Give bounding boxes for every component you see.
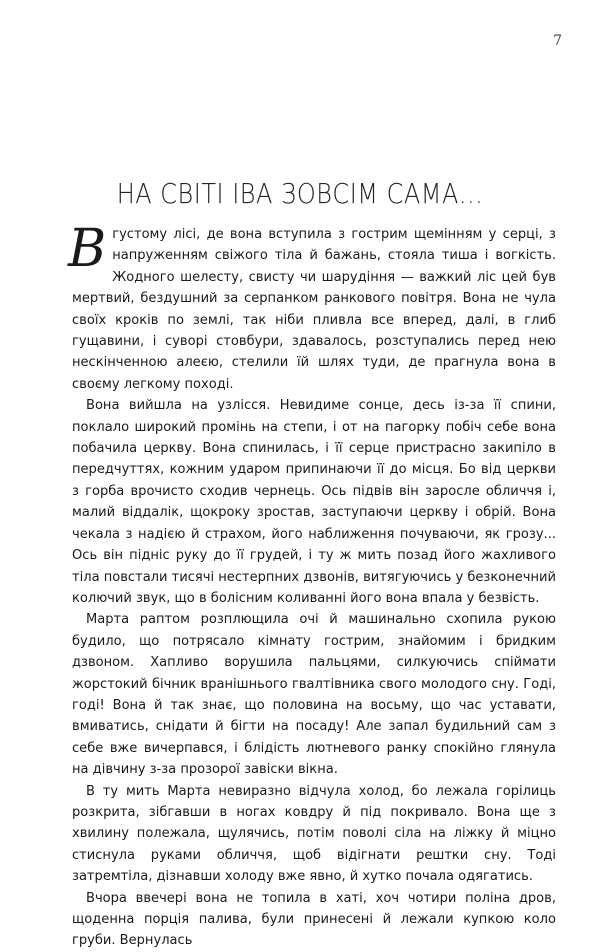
page-number: 7 [553,33,562,49]
drop-cap: В [68,219,107,279]
paragraph-4: В ту мить Марта невиразно відчула холод, бо лежала горілиць розкрита, зібгавши в ногах ковдру й під покривало. Вона ще з хвилину полежала, щулячись, потім поволі сіла на ліжку й міцно стиснула руками обличчя, щоб відігнати рештки сну. Тоді затремтіла, дізнавши холоду вже явно, й хутко почала одягатись. [72,783,556,885]
paragraph-1 [68,219,556,395]
paragraph-2: Вона вийшла на узлісся. Невидиме сонце, десь із-за її спини, поклало широкий промінь на степи, і от на пагорку побіч себе вона побачила церкву. Вона спинилась, і її серце пристрасно закипіло в передчуттях, кожним ударом припинаючи її до місця. Бо від церкви з горба врочисто сходив чернець. Ось підвів він заросле обличчя і, малий віддалік, щокроку зростав, заступаючи церкву і обрій. Вона чекала з надією й страхом, його наближення почуваючи, як грозу... Ось він підніс руку до її грудей, і ту ж мить позад його жахливого тіла повстали тисячі нестерпних дзвонів, витягуючись у безконечний колючий звук, що в болісним коливанні його вона впала у безвість. [72,398,556,606]
paragraph-1-text: густому лісі, де вона вступила з гострим щемінням у серці, з напруженням свіжого тіла й бажань, стояла тиша і вогкість. Жодного шелесту, свисту чи шарудіння — важкий ліс цей був мертвий, бездушний за серпанком ранкового повітря. Вона не чула своїх кроків по землі, так ніби пливла все вперед, далі, в глиб гущавини, і суворі стовбури, здавалось, розступались перед нею нескінченною алеєю, стелили їй шлях туди, де прагнула вона в своєму легкому поході. [72,227,556,392]
paragraph-5: Вчора ввечері вона не топила в хаті, хоч чотири поліна дров, щоденна порція палива, були принесені й лежали купкою коло груби. Вернулась [72,890,556,949]
paragraph-3: Марта раптом розплющила очі й машинально схопила рукою будило, що потрясало кімнату гострим, знайомим і бридким дзвоном. Хапливо ворушила пальцями, силкуючись спіймати жорстокий бічник вранішнього гвалтівника свого молодого сну. Годі, годі! Вона й так знає, що половина на восьму, що час уставати, вмиватись, снідати й бігти на посаду! Але запал будильний сам з себе вже вичерпався, і блідість лютневого ранку спокійно глянула на дівчину з-за прозорої завіски вікна. [72,612,556,778]
chapter-title: НА СВІТІ ІВА ЗОВСІМ САМА... [116,177,484,211]
body-text [68,219,556,952]
